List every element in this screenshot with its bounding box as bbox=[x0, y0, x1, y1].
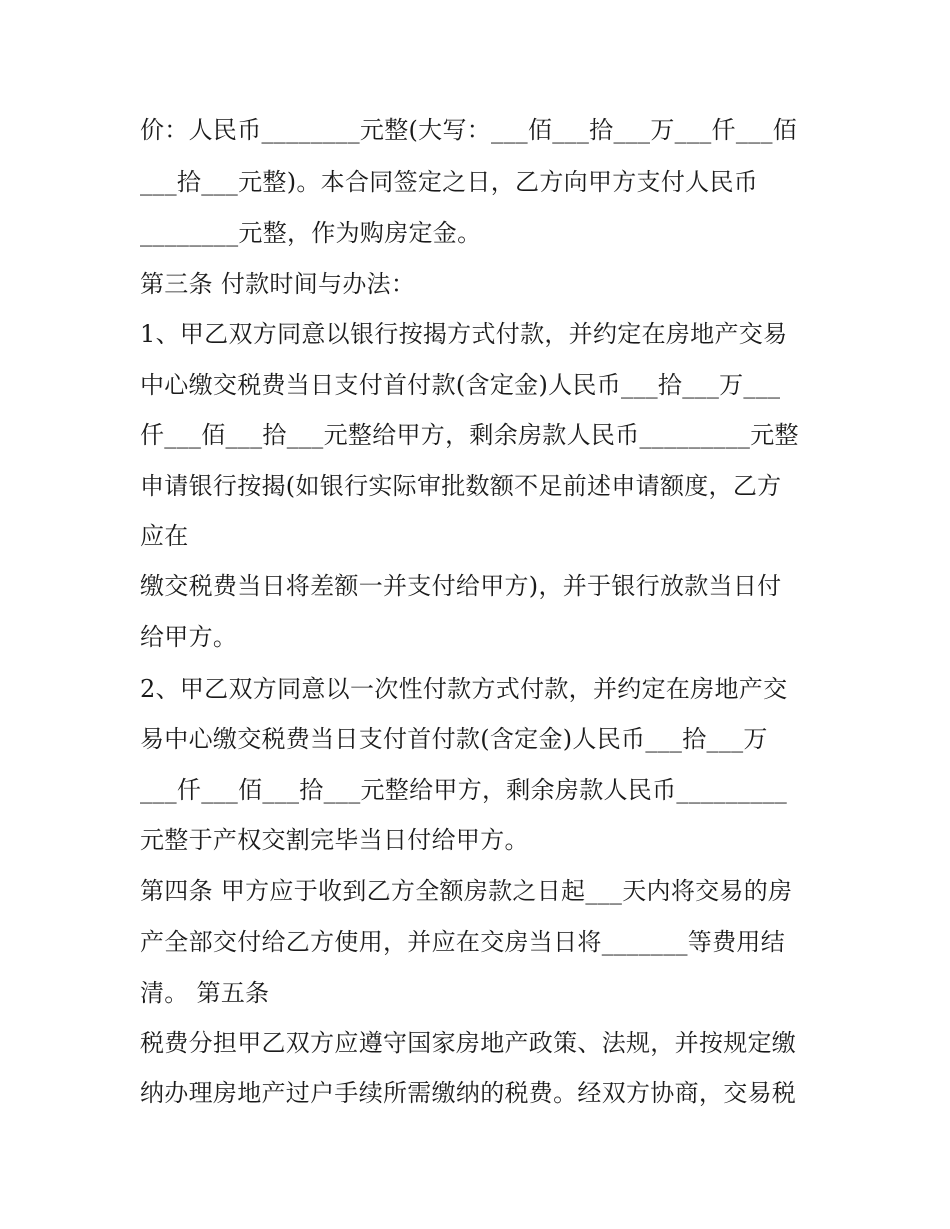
text-line: 纳办理房地产过户手续所需缴纳的税费。经双方协商，交易税 bbox=[140, 1079, 797, 1107]
section-heading: 第三条 付款时间与办法： bbox=[140, 270, 416, 298]
text-line: 2、甲乙双方同意以一次性付款方式付款，并约定在房地产交 bbox=[140, 675, 788, 703]
text-line: ________元整，作为购房定金。 bbox=[140, 219, 482, 247]
text-line: 给甲方。 bbox=[140, 623, 238, 651]
text-line: 缴交税费当日将差额一并支付给甲方)，并于银行放款当日付 bbox=[140, 572, 782, 600]
text-line: 产全部交付给乙方使用，并应在交房当日将_______等费用结 bbox=[140, 928, 785, 956]
text-line: 税费分担甲乙双方应遵守国家房地产政策、法规，并按规定缴 bbox=[140, 1029, 797, 1057]
text-line: 应在 bbox=[140, 522, 189, 550]
text-line: 价：人民币________元整(大写：___佰___拾___万___仟___佰 bbox=[140, 116, 798, 144]
text-line: 申请银行按揭(如银行实际审批数额不足前述申请额度，乙方 bbox=[140, 472, 782, 500]
text-line: ___仟___佰___拾___元整给甲方，剩余房款人民币_________ bbox=[140, 776, 788, 804]
text-line: 清。 第五条 bbox=[140, 979, 270, 1007]
text-line: ___拾___元整)。本合同签定之日，乙方向甲方支付人民币 bbox=[140, 168, 759, 196]
text-line: 中心缴交税费当日支付首付款(含定金)人民币___拾___万___ bbox=[140, 371, 781, 399]
section-heading: 第四条 甲方应于收到乙方全额房款之日起___天内将交易的房 bbox=[140, 877, 793, 905]
text-line: 易中心缴交税费当日支付首付款(含定金)人民币___拾___万 bbox=[140, 725, 768, 753]
text-line: 仟___佰___拾___元整给甲方，剩余房款人民币_________元整 bbox=[140, 421, 799, 449]
text-line: 元整于产权交割完毕当日付给甲方。 bbox=[140, 826, 529, 854]
text-line: 1、甲乙双方同意以银行按揭方式付款，并约定在房地产交易 bbox=[140, 320, 788, 348]
